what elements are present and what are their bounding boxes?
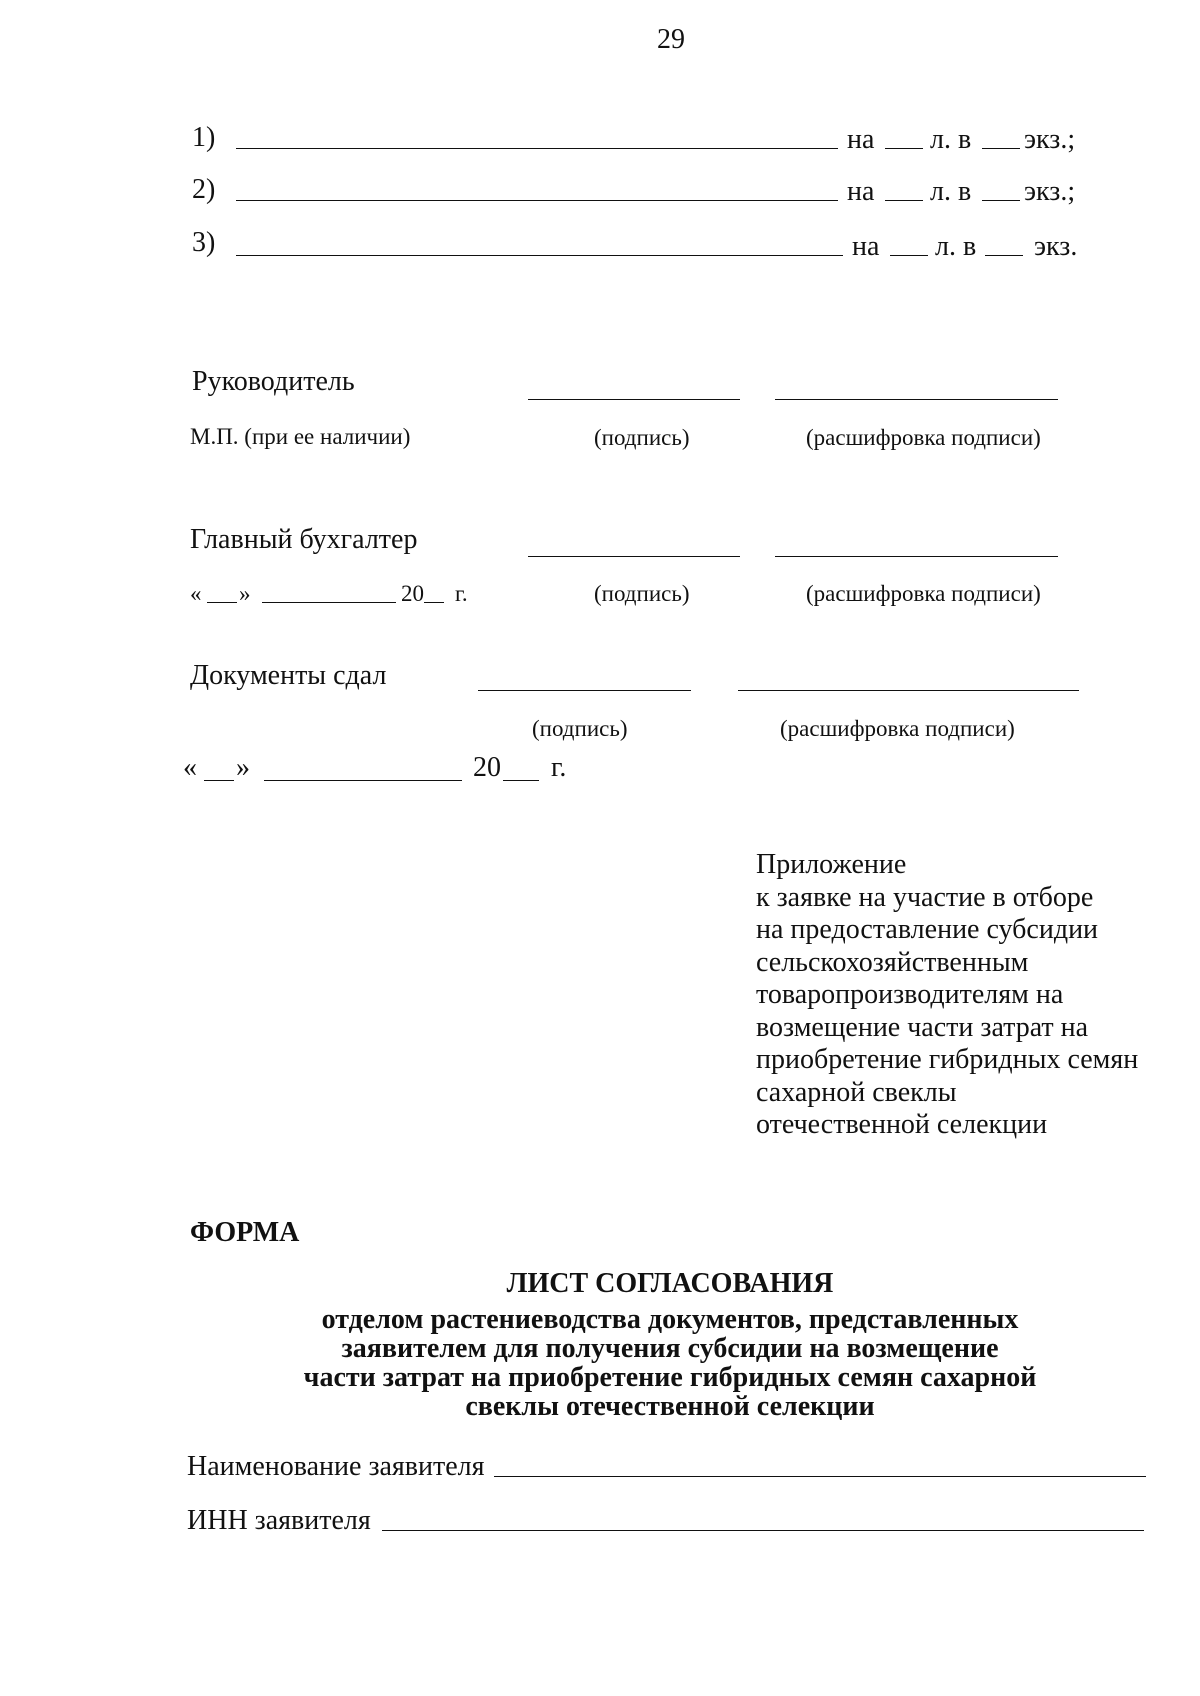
applicant-inn-label: ИНН заявителя (187, 1505, 371, 1536)
form-label: ФОРМА (190, 1217, 300, 1248)
decoding-caption: (расшифровка подписи) (780, 716, 1015, 741)
sheets-label: л. в (930, 124, 972, 155)
appendix-line: сахарной свеклы (756, 1076, 957, 1108)
appendix-line: товаропроизводителям на (756, 979, 1064, 1010)
form-subtitle-line: свеклы отечественной селекции (465, 1391, 875, 1422)
copies-count-line (985, 255, 1023, 256)
signature-caption: (подпись) (594, 581, 690, 606)
applicant-inn-field[interactable] (382, 1530, 1144, 1531)
decoding-caption: (расшифровка подписи) (806, 425, 1041, 450)
decoding-caption: (расшифровка подписи) (806, 581, 1041, 606)
appendix-line: на предоставление субсидии (756, 914, 1099, 945)
list-item-number: 2) (192, 174, 216, 205)
date-year-line (503, 780, 539, 781)
signature-caption: (подпись) (594, 425, 690, 450)
sheets-label: л. в (935, 231, 977, 262)
date-day-line (204, 780, 234, 781)
stamp-label: М.П. (при ее наличии) (190, 424, 411, 449)
document-name-line (236, 200, 838, 201)
na-label: на (847, 176, 875, 207)
form-subtitle (220, 1305, 1120, 1421)
date-day-line (207, 602, 237, 603)
date-year-prefix: 20 (473, 752, 501, 783)
date-year-prefix: 20 (401, 581, 424, 606)
date-quote-close: » (239, 581, 251, 606)
copies-label: экз.; (1024, 124, 1076, 155)
sheets-label: л. в (930, 176, 972, 207)
head-signature-line (528, 399, 740, 400)
signature-caption: (подпись) (532, 716, 628, 741)
date-quote-open: « (190, 581, 202, 606)
accountant-decoding-line (775, 556, 1058, 557)
sheets-count-line (885, 148, 923, 149)
appendix-line: Приложение (756, 849, 907, 880)
head-label: Руководитель (192, 366, 355, 397)
sheets-count-line (885, 200, 923, 201)
accountant-label: Главный бухгалтер (190, 524, 418, 555)
list-item-number: 3) (192, 227, 216, 258)
date-month-line (264, 780, 462, 781)
date-month-line (262, 602, 396, 603)
appendix-line: сельскохозяйственным (756, 946, 1029, 978)
appendix-line: приобретение гибридных семян (756, 1044, 1139, 1075)
appendix-line: отечественной селекции (756, 1109, 1048, 1140)
copies-count-line (982, 148, 1020, 149)
document-name-line (236, 148, 838, 149)
list-item-number: 1) (192, 122, 216, 153)
appendix-line: возмещение части затрат на (756, 1011, 1089, 1043)
applicant-name-field[interactable] (494, 1476, 1146, 1477)
submitted-signature-line (478, 690, 691, 691)
na-label: на (847, 124, 875, 155)
submitted-label: Документы сдал (190, 660, 387, 691)
copies-label: экз. (1034, 231, 1078, 262)
form-subtitle-line: части затрат на приобретение гибридных семян сахарной (303, 1362, 1037, 1393)
na-label: на (852, 231, 880, 262)
head-decoding-line (775, 399, 1058, 400)
applicant-name-label: Наименование заявителя (187, 1451, 485, 1482)
copies-count-line (982, 200, 1020, 201)
page-number: 29 (657, 24, 685, 55)
copies-label: экз.; (1024, 176, 1076, 207)
document-name-line (236, 255, 843, 256)
date-quote-open: « (183, 752, 197, 783)
sheets-count-line (890, 255, 928, 256)
date-year-suffix: г. (455, 581, 468, 606)
date-year-suffix: г. (551, 752, 567, 783)
date-quote-close: » (236, 752, 250, 783)
date-year-line (424, 602, 444, 603)
form-title: ЛИСТ СОГЛАСОВАНИЯ (506, 1268, 834, 1299)
form-subtitle-line: отделом растениеводства документов, представленных (321, 1304, 1019, 1335)
form-subtitle-line: заявителем для получения субсидии на возмещение (341, 1333, 999, 1364)
accountant-signature-line (528, 556, 740, 557)
appendix-block (756, 849, 1138, 1142)
appendix-line: к заявке на участие в отборе (756, 881, 1094, 913)
submitted-decoding-line (738, 690, 1079, 691)
